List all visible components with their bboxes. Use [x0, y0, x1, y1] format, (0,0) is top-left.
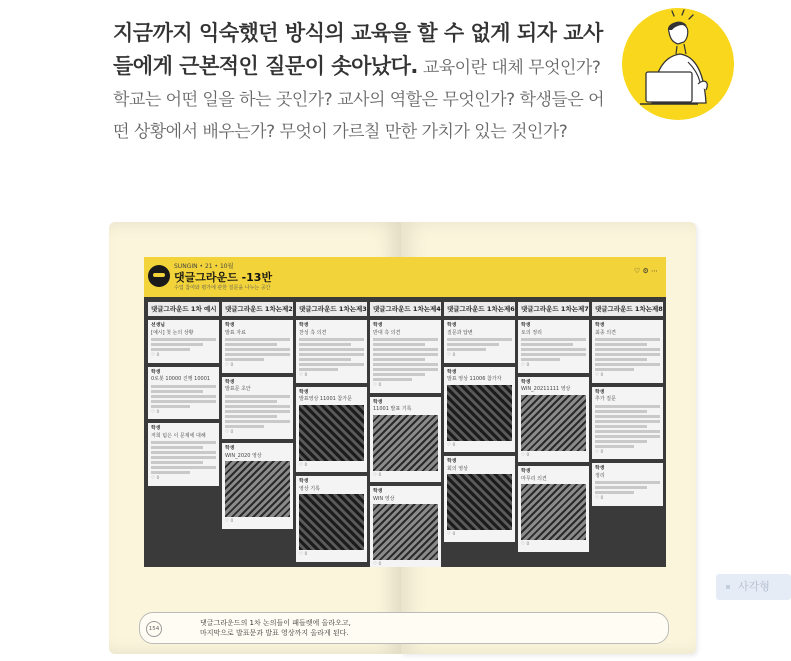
- board-column: [222, 302, 293, 529]
- post-text: 마무리 의견: [521, 475, 547, 482]
- post-text: 추가 질문: [595, 396, 616, 402]
- text-line: [595, 425, 647, 428]
- text-line: [299, 358, 351, 361]
- column-header: 댓글그라운드 1차논제8: [592, 302, 663, 316]
- like-count: ♡ 0: [447, 353, 456, 358]
- post-author: 학생: [521, 379, 531, 385]
- post-card: [444, 367, 515, 453]
- text-line: [595, 486, 647, 489]
- post-card: [148, 367, 219, 420]
- post-card: [518, 377, 589, 463]
- post-author: 학생: [225, 379, 235, 385]
- like-count: ♡ 0: [595, 373, 604, 378]
- text-line: [299, 348, 364, 351]
- text-line: [521, 353, 586, 356]
- post-card: [222, 443, 293, 529]
- text-line: [299, 338, 364, 341]
- board-subtitle: SUNGIN • 21 • 10월: [174, 263, 234, 270]
- post-card: [148, 320, 219, 363]
- text-line: [595, 353, 660, 356]
- text-line: [225, 348, 290, 351]
- post-card: [222, 377, 293, 440]
- text-line: [151, 441, 216, 444]
- text-line: [373, 358, 425, 361]
- like-count: ♡ 0: [151, 353, 160, 358]
- text-line: [595, 430, 660, 433]
- text-line: [225, 343, 277, 346]
- intro-line-2: [113, 50, 623, 84]
- post-author: 학생: [447, 459, 457, 464]
- text-line: [447, 338, 512, 341]
- text-line: [373, 338, 438, 341]
- post-image: [225, 461, 290, 517]
- caption-line-2: 마지막으로 발표문과 발표 영상까지 올라게 된다.: [200, 629, 349, 637]
- column-header: 댓글그라운드 1차논제7: [518, 302, 589, 316]
- post-text: 발표문 초안: [225, 386, 251, 392]
- board-column: [148, 302, 219, 486]
- text-line: [373, 368, 438, 371]
- intro-line-1: [113, 17, 623, 50]
- post-text: 발표영상 11001 참가문: [299, 396, 352, 402]
- text-line: [595, 491, 634, 494]
- page-number: 154: [146, 621, 162, 637]
- like-count: ♡ 0: [521, 363, 530, 368]
- post-card: [148, 423, 219, 486]
- text-line: [521, 348, 586, 351]
- text-line: [521, 358, 560, 361]
- text-line: [151, 338, 216, 341]
- text-line: [151, 385, 216, 388]
- text-line: [151, 451, 216, 454]
- intro-line-3: 학교는 어떤 일을 하는 곳인가? 교사의 역할은 무엇인가? 학생들은 어: [113, 90, 605, 110]
- post-author: 학생: [595, 389, 605, 395]
- board-column: [518, 302, 589, 552]
- text-line: [595, 405, 660, 408]
- post-author: 선생님: [151, 323, 165, 328]
- post-author: 학생: [595, 466, 605, 471]
- post-card: [370, 397, 441, 483]
- post-card: [370, 486, 441, 567]
- text-line: [151, 461, 203, 464]
- text-line: [151, 466, 216, 469]
- text-line: [595, 363, 660, 366]
- post-image: [447, 474, 512, 530]
- board-column: [592, 302, 663, 506]
- text-line: [225, 410, 290, 413]
- caption-line-1: 댓글그라운드의 1차 논의들이 패들렛에 올라오고,: [200, 619, 351, 627]
- post-text: 정리: [595, 472, 605, 479]
- text-line: [373, 363, 438, 366]
- post-text: 최종 의견: [595, 329, 616, 336]
- intro-line-1-text: 지금까지 익숙했던 방식의 교육을 할 수 없게 되자 교사: [113, 21, 603, 45]
- post-text: WIN_2020 영상: [225, 452, 262, 459]
- text-line: [373, 378, 412, 381]
- board-title: 댓글그라운드 -13반: [174, 271, 273, 284]
- text-line: [151, 348, 190, 351]
- post-author: 학생: [299, 389, 309, 395]
- text-line: [595, 440, 647, 443]
- post-text: 회의 영상: [447, 465, 468, 472]
- teacher-laptop-icon: [622, 8, 734, 120]
- post-card: [592, 463, 663, 506]
- like-count: ♡ 0: [521, 542, 530, 547]
- post-author: 학생: [447, 369, 457, 375]
- like-count: ♡ 0: [151, 409, 160, 415]
- post-author: 학생: [373, 399, 383, 405]
- post-author: 학생: [151, 426, 161, 431]
- like-count: ♡ 0: [521, 452, 530, 458]
- text-line: [595, 481, 660, 484]
- post-card: [370, 320, 441, 393]
- like-count: ♡ 0: [595, 449, 604, 455]
- intro-line-4: 떤 상황에서 배우는가? 무엇이 가르칠 만한 가치가 있는 것인가?: [113, 122, 568, 142]
- post-author: 학생: [151, 369, 161, 375]
- text-line: [225, 405, 290, 408]
- text-line: [299, 353, 364, 356]
- post-card: [592, 320, 663, 383]
- like-count: ♡ 0: [225, 363, 234, 368]
- post-author: 학생: [521, 323, 531, 328]
- like-count: ♡ 0: [225, 519, 234, 524]
- text-line: [373, 343, 425, 346]
- text-line: [595, 420, 660, 423]
- post-card: [444, 456, 515, 542]
- post-image: [521, 484, 586, 540]
- text-line: [225, 400, 277, 403]
- text-line: [595, 368, 634, 371]
- caption-text: [200, 618, 351, 638]
- like-count: ♡ 0: [299, 552, 308, 557]
- post-text: 토의 정리: [521, 329, 542, 336]
- text-line: [151, 390, 203, 393]
- post-author: 학생: [373, 323, 383, 328]
- post-author: 학생: [299, 323, 309, 328]
- like-count: ♡ 0: [151, 476, 160, 481]
- post-image: [373, 504, 438, 560]
- post-card: [518, 466, 589, 552]
- text-line: [225, 425, 264, 428]
- post-text: 영상 기록: [299, 485, 320, 492]
- text-line: [595, 435, 660, 438]
- watermark-text: 사각형: [738, 580, 770, 593]
- post-author: 학생: [595, 323, 605, 328]
- post-image: [299, 405, 364, 461]
- post-image: [299, 494, 364, 550]
- text-line: [373, 373, 425, 376]
- post-card: [296, 320, 367, 383]
- post-text: [예시] 첫 논의 상황: [151, 329, 194, 336]
- board-meta: 수업 참여와 평가에 관한 질문을 나누는 공간: [174, 285, 271, 291]
- text-line: [299, 368, 338, 371]
- column-header: 댓글그라운드 1차 예시: [148, 302, 219, 316]
- text-line: [151, 446, 203, 449]
- text-line: [595, 343, 647, 346]
- text-line: [225, 358, 264, 361]
- board-column: [296, 302, 367, 562]
- column-header: 댓글그라운드 1차논제3: [296, 302, 367, 316]
- intro-text: [113, 17, 623, 148]
- text-line: [521, 343, 573, 346]
- text-line: [151, 343, 203, 346]
- post-author: 학생: [299, 479, 309, 484]
- post-image: [521, 395, 586, 451]
- post-text: 찬성 측 의견: [299, 329, 327, 336]
- post-text: 0로봇 10000 진행 10001: [151, 376, 211, 382]
- post-text: 11001 발표 기록: [373, 406, 412, 412]
- like-count: ♡ 0: [225, 429, 234, 435]
- post-author: 학생: [447, 323, 457, 328]
- board-logo-icon: [148, 265, 170, 287]
- like-count: ♡ 0: [447, 532, 456, 537]
- text-line: [595, 415, 660, 418]
- post-text: WIN_20211111 영상: [521, 386, 571, 392]
- book-spread: [109, 222, 696, 654]
- like-count: ♡ 0: [373, 472, 382, 478]
- text-line: [151, 456, 216, 459]
- intro-line-2-light: 교육이란 대체 무엇인가?: [417, 58, 601, 78]
- post-card: [296, 476, 367, 562]
- text-line: [151, 405, 190, 408]
- text-line: [225, 353, 290, 356]
- text-line: [373, 353, 438, 356]
- text-line: [595, 445, 634, 448]
- post-text: 반대 측 의견: [373, 329, 401, 336]
- post-card: [518, 320, 589, 373]
- text-line: [225, 338, 290, 341]
- watermark: [716, 574, 791, 600]
- like-count: ♡ 0: [595, 496, 604, 501]
- post-text: WIN 영상: [373, 495, 395, 502]
- post-card: [222, 320, 293, 373]
- teacher-illustration: [622, 8, 734, 120]
- post-text: 발표 자료: [225, 329, 246, 336]
- text-line: [595, 348, 660, 351]
- column-header: 댓글그라운드 1차논제2: [222, 302, 293, 316]
- text-line: [151, 400, 216, 403]
- text-line: [447, 343, 499, 346]
- text-line: [447, 348, 486, 351]
- column-header: 댓글그라운드 1차논제4: [370, 302, 441, 316]
- board-header-icons: ♡ ⚙ ⋯: [633, 267, 658, 275]
- text-line: [151, 395, 216, 398]
- figure-caption: [139, 612, 669, 644]
- post-image: [447, 385, 512, 441]
- like-count: ♡ 0: [299, 462, 308, 468]
- text-line: [151, 471, 190, 474]
- text-line: [595, 410, 647, 413]
- text-line: [225, 395, 290, 398]
- post-author: 학생: [521, 469, 531, 474]
- post-text: 저희 팀은 이 문제에 대해: [151, 432, 206, 439]
- text-line: [299, 363, 364, 366]
- intro-line-2-bold: 들에게 근본적인 질문이 솟아났다.: [113, 54, 418, 78]
- post-text: 발표 영상 11006 참가자: [447, 376, 502, 382]
- text-line: [373, 348, 438, 351]
- column-header: 댓글그라운드 1차논제6: [444, 302, 515, 316]
- text-line: [521, 338, 586, 341]
- board-column: [370, 302, 441, 567]
- text-line: [595, 358, 647, 361]
- post-card: [444, 320, 515, 363]
- like-count: ♡ 0: [299, 373, 308, 378]
- like-count: ♡ 0: [373, 383, 382, 388]
- watermark-dot-icon: [726, 585, 730, 589]
- board-header: [144, 257, 666, 297]
- like-count: ♡ 0: [447, 442, 456, 448]
- post-author: 학생: [225, 323, 235, 328]
- text-line: [299, 343, 351, 346]
- text-line: [595, 338, 660, 341]
- post-text: 질문과 답변: [447, 329, 473, 336]
- post-card: [592, 387, 663, 460]
- board-column: [444, 302, 515, 542]
- like-count: ♡ 0: [373, 562, 382, 567]
- post-author: 학생: [225, 446, 235, 451]
- post-author: 학생: [373, 489, 383, 494]
- post-card: [296, 387, 367, 473]
- post-image: [373, 415, 438, 471]
- text-line: [225, 415, 277, 418]
- text-line: [225, 420, 290, 423]
- padlet-screenshot: [144, 257, 666, 567]
